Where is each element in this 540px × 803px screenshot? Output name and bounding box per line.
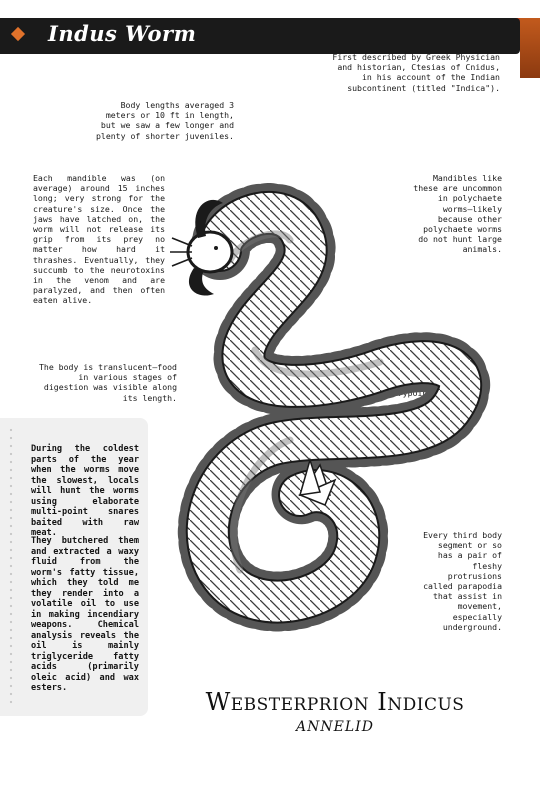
note-body-length: Body lengths averaged 3 meters or 10 ft in length, but we saw a few longer and plenty of shorter juveniles. bbox=[95, 100, 234, 141]
note-parapodia: Every third body segment or so has a pair of fleshy protrusions called parapodia that assist in movement, especially underground. bbox=[423, 530, 502, 632]
species-name: Websterprion Indicus bbox=[205, 688, 465, 716]
sidebar-paragraph-hunting: During the coldest parts of the year when the worms move the slowest, locals will hunt the worms using elaborate multi-point snares baited with raw meat. bbox=[31, 444, 139, 538]
note-translucent: The body is translucent—food in various stages of digestion was visible along its length. bbox=[38, 362, 177, 403]
sidebar-paragraph-oil: They butchered them and extracted a waxy fluid from the worm's fatty tissue, which they told me they render into a volatile oil to use in making incendiary weapons. Chemical analysis reveals the oil is mainly triglyceride fatty acids (primarily oleic acid) and wax esters. bbox=[31, 536, 139, 693]
note-mandibles-rare: Mandibles like these are uncommon in polychaete worms—likely because other polychaete worms do not hunt large animals. bbox=[413, 173, 502, 255]
classification-label: ANNELID bbox=[296, 719, 374, 735]
worm-illustration bbox=[150, 100, 530, 680]
header-banner bbox=[0, 18, 540, 54]
note-first-described: First described by Greek Physician and historian, Ctesias of Cnidus, in his account of the Indian subcontinent (titled "Indica"). bbox=[332, 52, 500, 93]
note-fronds: Fronds on the tail tip aid in scattering sand when burrowing, disguising the entrypoint. bbox=[383, 337, 457, 399]
page-title: Indus Worm bbox=[48, 21, 197, 46]
sidebar-panel bbox=[0, 418, 148, 716]
header-wood-texture bbox=[520, 18, 540, 78]
note-mandible: Each mandible was (on average) around 15 inches long; very strong for the creature's size. Once the jaws have latched on, the worm will not release its grip from its prey no matter how hard it thrashes. Eventually, they succumb to the neurotoxins in the venom and are paralyzed, and then often eaten alive. bbox=[33, 173, 165, 306]
sidebar-dot-rule bbox=[9, 426, 13, 706]
